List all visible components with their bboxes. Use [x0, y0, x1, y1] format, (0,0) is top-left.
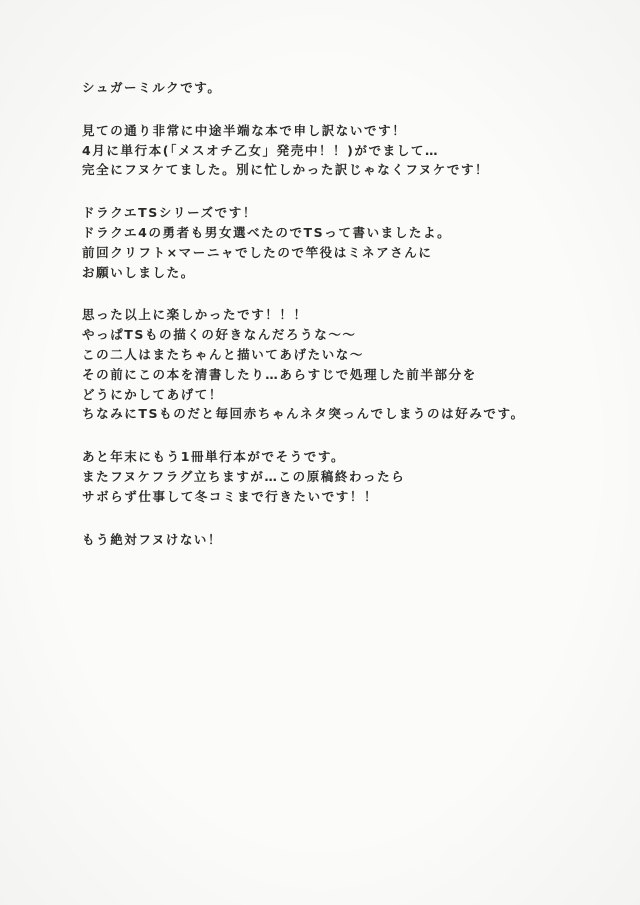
paragraph	[82, 530, 562, 550]
paragraph	[82, 203, 562, 282]
text-line: ドラクエ4の勇者も男女選べたのでTSって書いましたよ。	[82, 224, 452, 240]
text-line: 見ての通り非常に中途半端な本で申し訳ないです！	[82, 122, 407, 138]
text-line: 前回クリフト×マーニャでしたので竿役はミネアさんに	[82, 244, 433, 260]
afterword-text	[82, 78, 562, 572]
text-line: お願いしました。	[82, 264, 195, 280]
text-line: 思った以上に楽しかったです！！！	[82, 307, 308, 323]
text-line: 4月に単行本(「メスオチ乙女」発売中！！)がでまして…	[82, 142, 440, 158]
paragraph	[82, 121, 562, 180]
text-line: サボらず仕事して冬コミまで行きたいです！！	[82, 488, 379, 504]
text-line: シュガーミルクです。	[82, 80, 222, 95]
text-line: あと年末にもう1冊単行本がでそうです。	[82, 449, 346, 465]
text-line: その前にこの本を清書したり…あらすじで処理した前半部分を	[82, 366, 477, 382]
text-line: 完全にフヌケてました。別に忙しかった訳じゃなくフヌケです！	[82, 162, 490, 178]
text-line: またフヌケフラグ立ちますが…この原稿終わったら	[82, 468, 406, 484]
text-line: ドラクエTSシリーズです！	[82, 205, 257, 221]
text-line: もう絶対フヌけない！	[82, 531, 223, 547]
text-line: この二人はまたちゃんと描いてあげたいな～	[82, 346, 365, 362]
paragraph	[82, 78, 562, 98]
paragraph	[82, 305, 562, 424]
paragraph	[82, 447, 562, 506]
text-line: どうにかしてあげて！	[82, 386, 224, 402]
text-line: やっぱTSもの描くの好きなんだろうな～～	[82, 327, 357, 343]
text-line: ちなみにTSものだと毎回赤ちゃんネタ突っんでしまうのは好みです。	[82, 406, 525, 422]
